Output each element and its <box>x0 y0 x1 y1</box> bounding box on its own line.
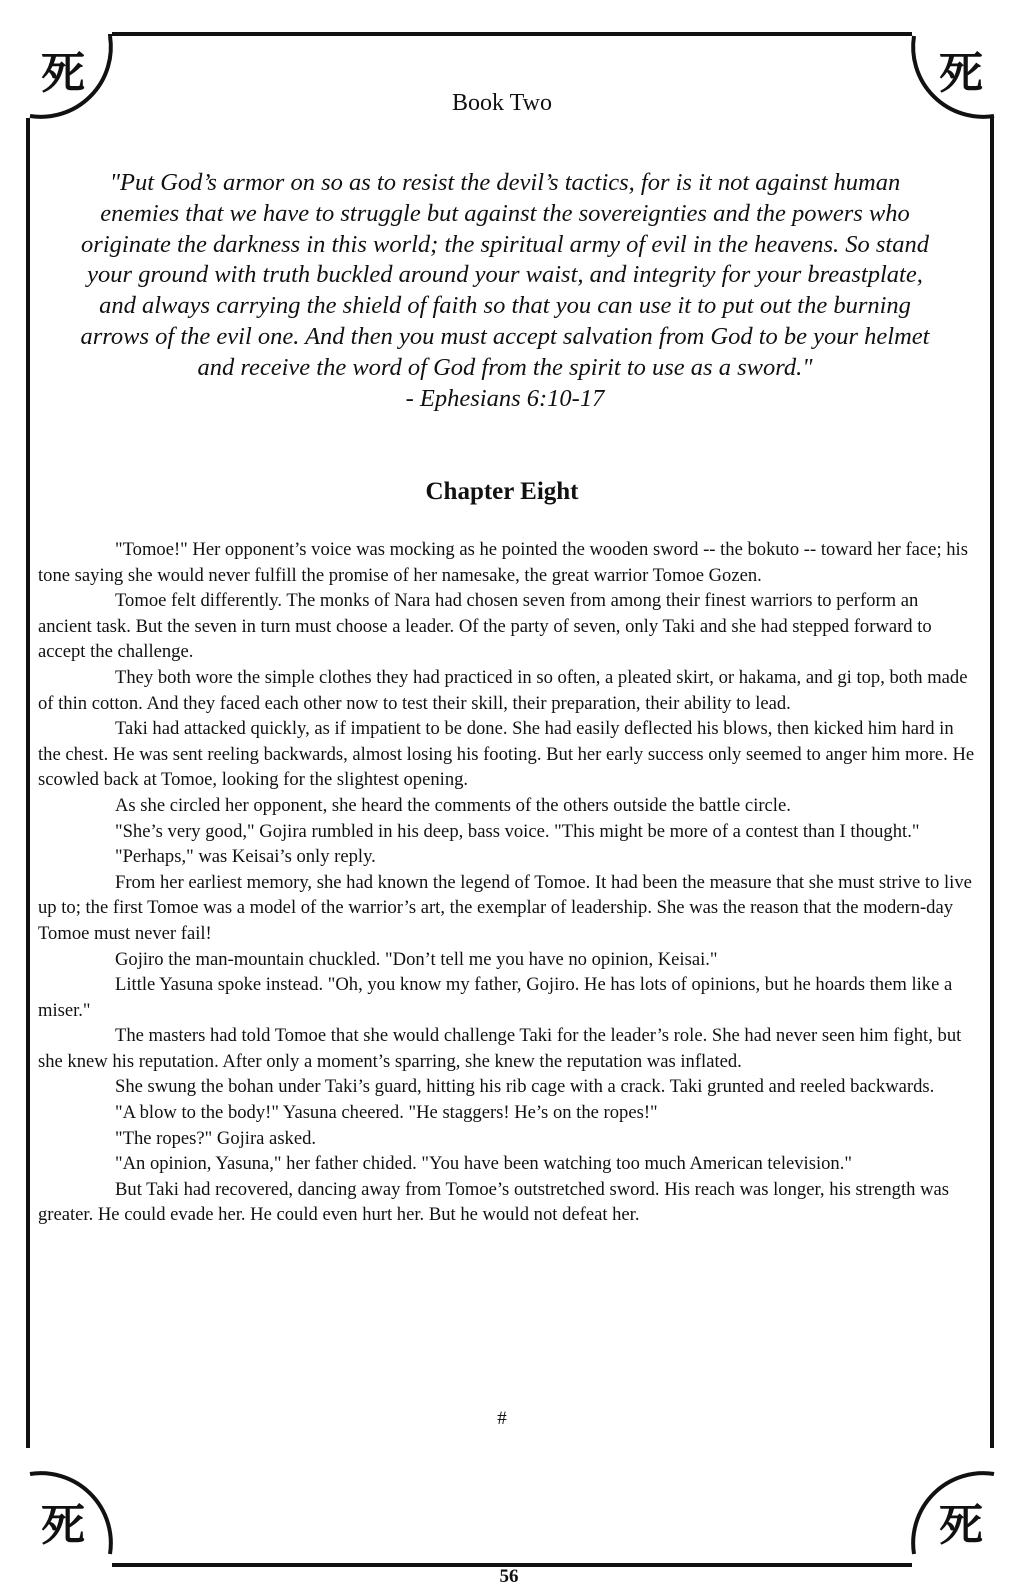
book-title: Book Two <box>452 90 552 116</box>
frame-right-border <box>990 118 994 1448</box>
paragraph: Little Yasuna spoke instead. "Oh, you know my father, Gojiro. He has lots of opinions, but he hoards them like a miser." <box>38 974 953 1021</box>
epigraph-quote: "Put God’s armor on so as to resist the devil’s tactics, for is it not against human enemies that we have to struggle but against the sovereignties and the powers who originate the darkness in this world; the spiritual army of evil in the heavens. So stand your ground with truth buckled around your waist, and integrity for your breastplate, and always carrying the shield of faith so that you can use it to put out the burning arrows of the evil one. And then you must accept salvation from God to be your helmet and receive the word of God from the spirit to use as a sword." <box>80 169 930 381</box>
frame-top-border <box>112 32 912 36</box>
paragraph: The masters had told Tomoe that she would challenge Taki for the leader’s role. She had never seen him fight, but she knew his reputation. After only a moment’s sparring, she knew the reputation was inflated. <box>38 1025 962 1072</box>
paragraph: "An opinion, Yasuna," her father chided. "You have been watching too much American television." <box>115 1153 852 1175</box>
paragraph: "A blow to the body!" Yasuna cheered. "He staggers! He’s on the ropes!" <box>115 1102 658 1124</box>
paragraph: As she circled her opponent, she heard the comments of the others outside the battle circle. <box>115 794 791 816</box>
page-number: 56 <box>499 1566 519 1587</box>
death-kanji-icon: 死 <box>41 48 85 99</box>
paragraph: She swung the bohan under Taki’s guard, hitting his rib cage with a crack. Taki grunted and reeled backwards. <box>115 1076 935 1098</box>
section-break: # <box>497 1408 507 1429</box>
paragraph: "The ropes?" Gojira asked. <box>115 1127 317 1149</box>
death-kanji-icon: 死 <box>939 48 983 99</box>
paragraph: From her earliest memory, she had known the legend of Tomoe. It had been the measure that she must strive to live up to; the first Tomoe was a model of the warrior’s art, the exemplar of leadership. She was the reason that the modern-day Tomoe must never fail! <box>38 871 972 944</box>
corner-ornament-bottom-right <box>898 1458 1010 1570</box>
death-kanji-icon: 死 <box>41 1500 85 1551</box>
chapter-body <box>38 537 976 1228</box>
epigraph <box>70 168 940 414</box>
frame-left-border <box>26 118 30 1448</box>
paragraph: Taki had attacked quickly, as if impatient to be done. She had easily deflected his blows, then kicked him hard in the chest. He was sent reeling backwards, almost losing his footing. But her early success only seemed to anger him more. He scowled back at Tomoe, looking for the slightest opening. <box>38 718 975 791</box>
chapter-title: Chapter Eight <box>425 478 579 505</box>
death-kanji-icon: 死 <box>939 1500 983 1551</box>
epigraph-citation: - Ephesians 6:10-17 <box>405 384 605 412</box>
paragraph: "Perhaps," was Keisai’s only reply. <box>115 846 376 868</box>
paragraph: "She’s very good," Gojira rumbled in his deep, bass voice. "This might be more of a contest than I thought." <box>115 820 920 842</box>
paragraph: But Taki had recovered, dancing away from Tomoe’s outstretched sword. His reach was longer, his strength was greater. He could evade her. He could even hurt her. But he would not defeat her. <box>38 1178 950 1226</box>
paragraph: Gojiro the man-mountain chuckled. "Don’t tell me you have no opinion, Keisai." <box>115 948 718 970</box>
paragraph: "Tomoe!" Her opponent’s voice was mocking as he pointed the wooden sword -- the bokuto -- toward her face; his tone saying she would never fulfill the promise of her namesake, the great warrior Tomoe Gozen. <box>38 539 968 586</box>
corner-ornament-bottom-left <box>14 1458 126 1570</box>
paragraph: Tomoe felt differently. The monks of Nara had chosen seven from among their finest warriors to perform an ancient task. But the seven in turn must choose a leader. Of the party of seven, only Taki and she had stepped forward to accept the challenge. <box>38 590 932 663</box>
paragraph: They both wore the simple clothes they had practiced in so often, a pleated skirt, or hakama, and gi top, both made of thin cotton. And they faced each other now to test their skill, their preparation, their ability to lead. <box>38 666 968 714</box>
